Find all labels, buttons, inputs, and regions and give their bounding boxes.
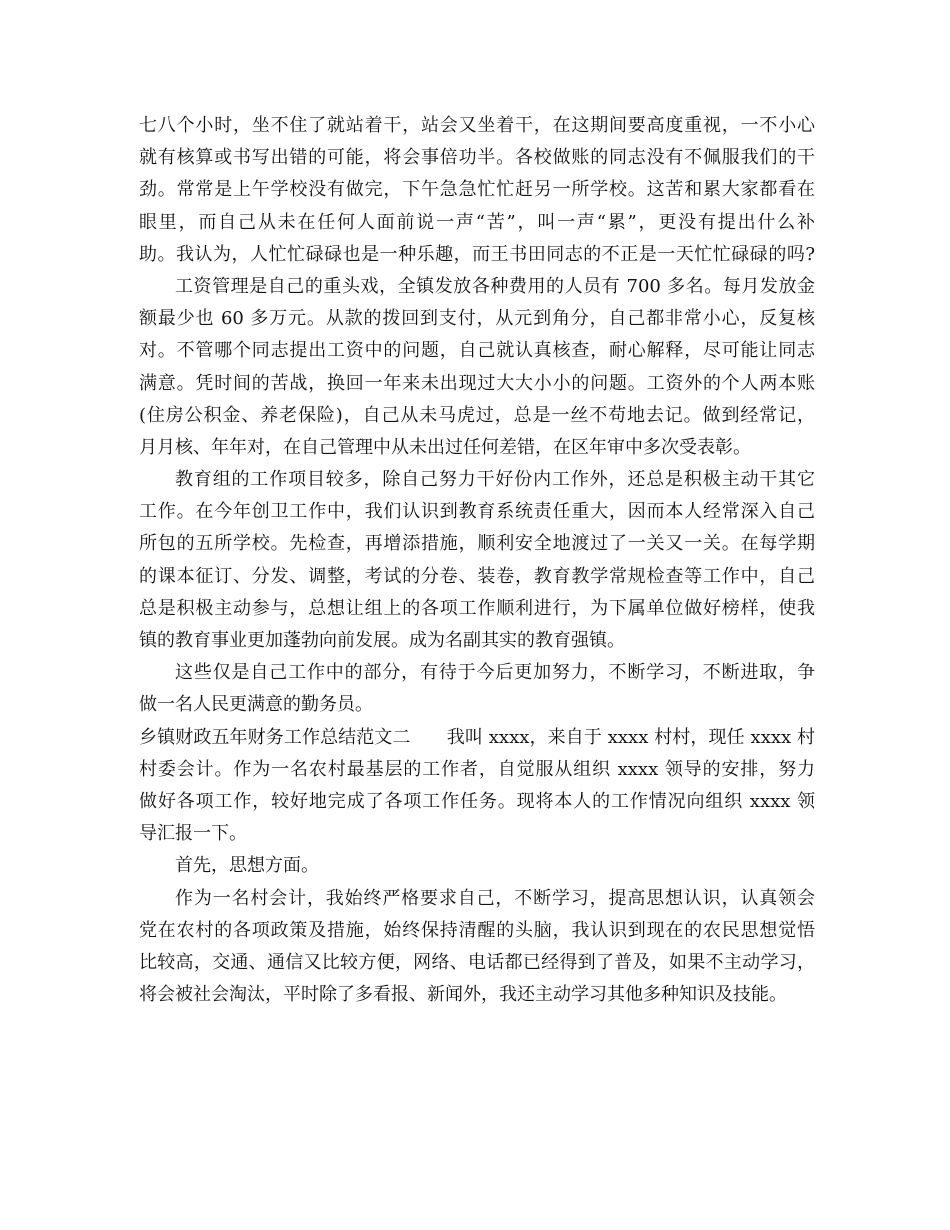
text-line: 的课本征订、分发、调整，考试的分卷、装卷，教育教学常规检查等工作中，自己 bbox=[139, 565, 815, 587]
paragraph-last-line: 镇的教育事业更加蓬勃向前发展。成为名副其实的教育强镇。 bbox=[139, 630, 625, 651]
paragraph-first-line: 作为一名村会计，我始终严格要求自己，不断学习，提高思想认识，认真领会 bbox=[175, 887, 815, 909]
text-line: 对。不管哪个同志提出工资中的问题，自己就认真核查，耐心解释，尽可能让同志 bbox=[139, 340, 815, 362]
text-line: (住房公积金、养老保险)，自己从未马虎过，总是一丝不苟地去记。做到经常记， bbox=[139, 404, 815, 426]
paragraph-first-line: 工资管理是自己的重头戏，全镇发放各种费用的人员有 700 多名。每月发放金 bbox=[175, 275, 815, 297]
text-line: 就有核算或书写出错的可能，将会事倍功半。各校做账的同志没有不佩服我们的干 bbox=[139, 147, 815, 169]
section-heading-line bbox=[139, 722, 815, 754]
document-body bbox=[139, 110, 815, 1011]
paragraph-last-line: 导汇报一下。 bbox=[139, 823, 247, 845]
text-line: 做好各项工作，较好地完成了各项工作任务。现将本人的工作情况向组织 xxxx 领 bbox=[139, 790, 815, 812]
text-line: 助。我认为，人忙忙碌碌也是一种乐趣，而王书田同志的不正是一天忙忙碌碌的吗? bbox=[139, 243, 815, 265]
text-line: 比较高，交通、通信又比较方便，网络、电话都已经得到了普及，如果不主动学习， bbox=[139, 951, 815, 973]
section-intro-text: 我叫 xxxx，来自于 xxxx 村村，现任 xxxx 村 bbox=[446, 726, 815, 748]
text-line: 党在农村的各项政策及措施，始终保持清醒的头脑，我认识到现在的农民思想觉悟 bbox=[139, 919, 815, 941]
text-line: 将会被社会淘汰，平时除了多看报、新闻外，我还主动学习其他多种知识及技能。 bbox=[139, 984, 787, 1006]
paragraph-last-line: 做一名人民更满意的勤务员。 bbox=[139, 694, 373, 716]
text-line: 七八个小时，坐不住了就站着干，站会又坐着干，在这期间要高度重视，一不小心 bbox=[139, 115, 815, 136]
section-title: 乡镇财政五年财务工作总结范文二 bbox=[139, 726, 411, 748]
paragraph-first-line: 这些仅是自己工作中的部分，有待于今后更加努力，不断学习，不断进取，争 bbox=[175, 662, 815, 684]
text-line: 总是积极主动参与，总想让组上的各项工作顺利进行，为下属单位做好榜样，使我 bbox=[139, 597, 815, 619]
text-line: 劲。常常是上午学校没有做完，下午急急忙忙赶另一所学校。这苦和累大家都看在 bbox=[139, 179, 815, 201]
text-line: 额最少也 60 多万元。从款的拨回到支付，从元到角分，自己都非常小心，反复核 bbox=[139, 308, 815, 330]
text-line: 所包的五所学校。先检查，再增添措施，顺利安全地渡过了一关又一关。在每学期 bbox=[139, 533, 815, 555]
text-line: 工作。在今年创卫工作中，我们认识到教育系统责任重大，因而本人经常深入自己 bbox=[139, 501, 815, 523]
text-line: 眼里，而自己从未在任何人面前说一声“苦”，叫一声“累”，更没有提出什么补 bbox=[139, 211, 815, 233]
subsection-heading: 首先，思想方面。 bbox=[175, 855, 319, 877]
paragraph-first-line: 教育组的工作项目较多，除自己努力干好份内工作外，还总是积极主动干其它 bbox=[175, 469, 815, 491]
text-line: 村委会计。作为一名农村最基层的工作者，自觉服从组织 xxxx 领导的安排，努力 bbox=[139, 758, 815, 780]
paragraph-last-line: 月月核、年年对，在自己管理中从未出过任何差错，在区年审中多次受表彰。 bbox=[139, 436, 751, 458]
text-line: 满意。凭时间的苦战，换回一年来未出现过大大小小的问题。工资外的个人两本账 bbox=[139, 372, 815, 394]
